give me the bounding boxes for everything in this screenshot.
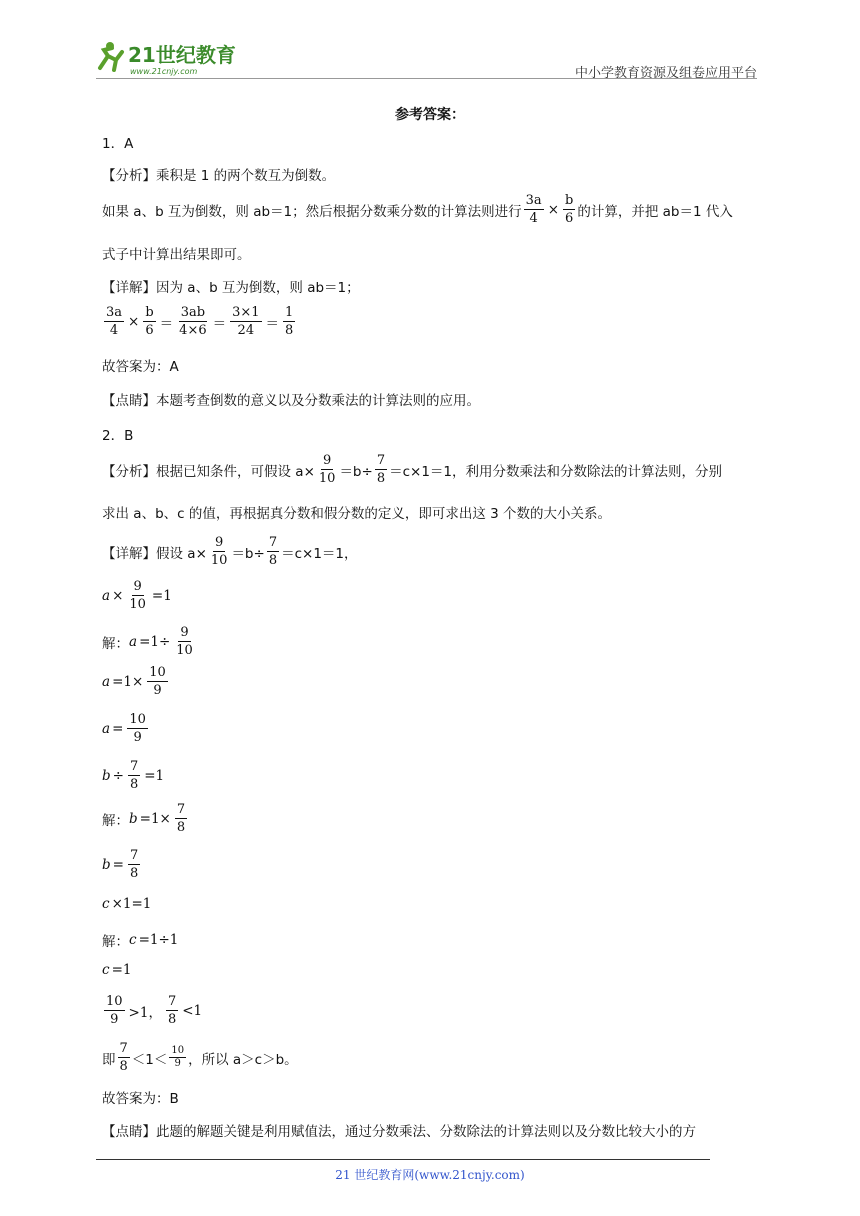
q1-comment: 【点睛】本题考查倒数的意义以及分数乘法的计算法则的应用。 xyxy=(102,393,480,409)
eq-c1: c ×1=1 xyxy=(102,896,152,912)
q2-detail-line: 【详解】假设 a× $\frac{9}{10}$ ＝b÷ $\frac{7}{8}$ ＝c×1＝1， xyxy=(102,535,358,568)
q2-conclusion: 即 $\frac{7}{8}$ ＜1＜ $\frac{10}{9}$ ，所以 a＞c＞b。 xyxy=(102,1041,298,1074)
eq-c2: 解： c =1÷1 xyxy=(102,932,179,950)
runner-logo-icon xyxy=(96,38,256,78)
page-title: 参考答案： xyxy=(395,107,465,123)
eq-c3: c =1 xyxy=(102,962,132,978)
header-divider xyxy=(96,78,757,79)
footer-divider xyxy=(96,1159,710,1160)
eq-b3: b = $\frac{7}{8}$ xyxy=(102,848,139,881)
eq-a3: a =1× $\frac{10}{9}$ xyxy=(102,665,166,698)
eq-compare: $\frac{10}{9}$ >1， $\frac{7}{8}$ <1 xyxy=(106,994,203,1027)
platform-name: 中小学教育资源及组卷应用平台 xyxy=(574,66,757,81)
text: 的计算，并把 ab＝1 代入 xyxy=(577,203,733,220)
q1-analysis-line: 如果 a、b 互为倒数，则 ab＝1；然后根据分数乘分数的计算法则进行 $\frac{3a}{4}$ × $\frac{b}{6}$ 的计算，并把 ab＝1 代入 xyxy=(102,193,733,226)
eq-a2: 解： a =1÷ $\frac{9}{10}$ xyxy=(102,625,193,658)
q2-answer: 故答案为：B xyxy=(102,1091,179,1107)
site-logo xyxy=(96,38,256,78)
eq-b2: 解： b =1× $\frac{7}{8}$ xyxy=(102,802,186,835)
q2-number: 2．B xyxy=(102,428,134,444)
q1-detail: 【详解】因为 a、b 互为倒数，则 ab＝1； xyxy=(102,280,360,296)
q2-analysis-cont: 求出 a、b、c 的值，再根据真分数和假分数的定义，即可求出这 3 个数的大小关系。 xyxy=(102,506,612,522)
fraction: $\frac{b}{6}$ xyxy=(565,193,574,226)
text: 如果 a、b 互为倒数，则 ab＝1；然后根据分数乘分数的计算法则进行 xyxy=(102,203,522,220)
q1-answer: 故答案为：A xyxy=(102,359,179,375)
footer-link[interactable]: 21 世纪教育网(www.21cnjy.com) xyxy=(335,1168,525,1182)
eq-a1: a × $\frac{9}{10}$ =1 xyxy=(102,579,172,612)
q1-number: 1．A xyxy=(102,136,134,152)
eq-a4: a = $\frac{10}{9}$ xyxy=(102,712,146,745)
q1-analysis-cont: 式子中计算出结果即可。 xyxy=(102,247,251,263)
q1-analysis: 【分析】乘积是 1 的两个数互为倒数。 xyxy=(102,168,336,184)
q1-equation: $\frac{3a}{4}$ × $\frac{b}{6}$ ＝ $\frac{3ab}{4\times 6}$ ＝ $\frac{3\times 1}{24}$ ＝ $\frac{1}{8}$ xyxy=(106,305,294,338)
eq-b1: b ÷ $\frac{7}{8}$ =1 xyxy=(102,759,165,792)
fraction: $\frac{3a}{4}$ xyxy=(525,193,542,226)
q2-comment: 【点睛】此题的解题关键是利用赋值法，通过分数乘法、分数除法的计算法则以及分数比较大小的方 xyxy=(102,1124,696,1140)
logo-text: 21世纪教育 xyxy=(128,43,236,67)
logo-url: www.21cnjy.com xyxy=(130,67,198,76)
q2-analysis-line: 【分析】根据已知条件，可假设 a× $\frac{9}{10}$ ＝b÷ $\frac{7}{8}$ ＝c×1＝1，利用分数乘法和分数除法的计算法则，分别 xyxy=(102,453,723,486)
